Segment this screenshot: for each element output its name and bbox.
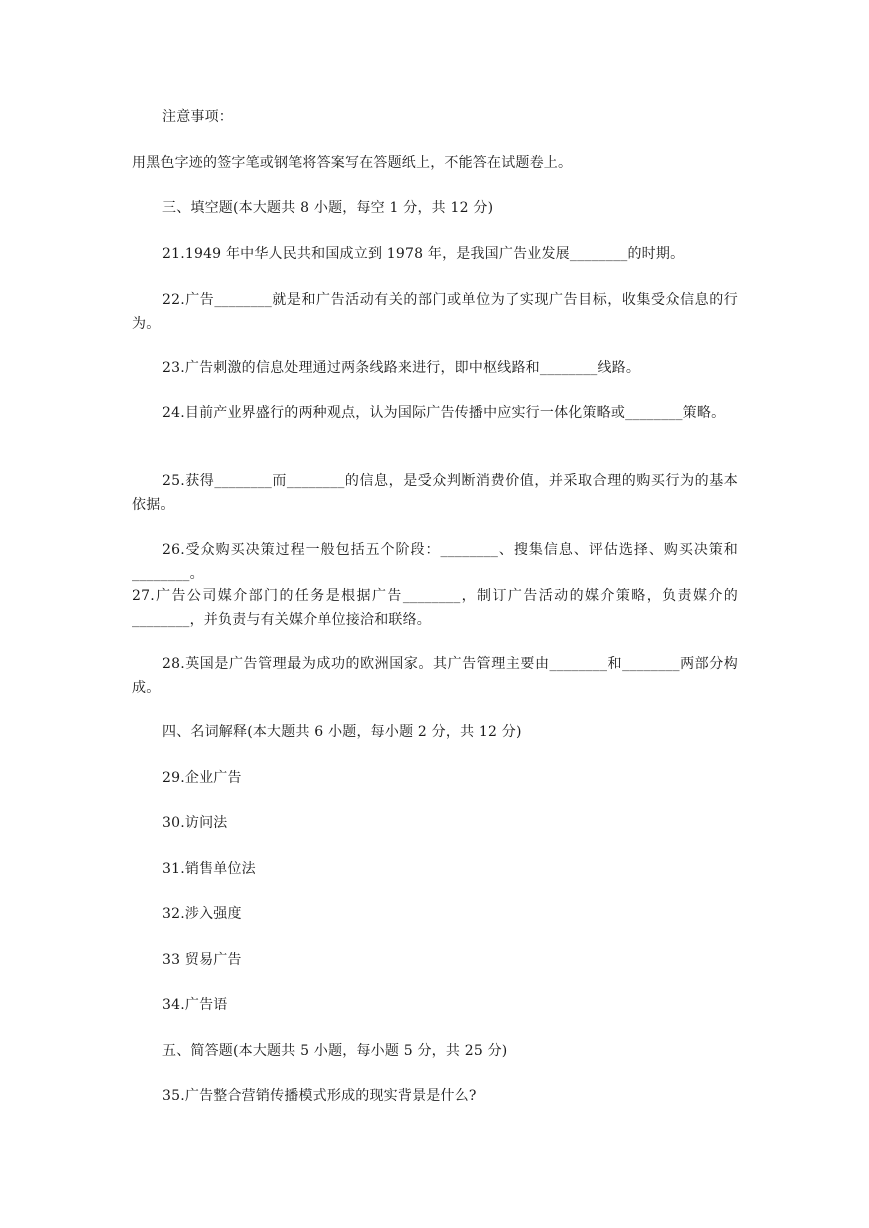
- question-29: 29.企业广告: [162, 770, 242, 786]
- question-23: 23.广告刺激的信息处理通过两条线路来进行，即中枢线路和________线路。: [162, 360, 641, 376]
- question-27: 27.广告公司媒介部门的任务是根据广告________，制订广告活动的媒介策略，负责媒介的________，并负责与有关媒介单位接洽和联络。: [132, 588, 738, 628]
- question-26: 26.受众购买决策过程一般包括五个阶段：________、搜集信息、评估选择、购买决策和________。: [132, 542, 738, 582]
- question-32: 32.涉入强度: [162, 906, 242, 922]
- question-24: 24.目前产业界盛行的两种观点，认为国际广告传播中应实行一体化策略或________策略。: [162, 405, 726, 421]
- notice-instruction: 用黑色字迹的签字笔或钢笔将答案写在答题纸上，不能答在试题卷上。: [132, 155, 573, 171]
- notice-heading: 注意事项：: [162, 109, 233, 125]
- question-31: 31.销售单位法: [162, 861, 256, 877]
- question-25: 25.获得________而________的信息，是受众判断消费价值，并采取合理的购买行为的基本依据。: [132, 473, 738, 513]
- question-33: 33 贸易广告: [162, 952, 242, 968]
- question-30: 30.访问法: [162, 815, 228, 831]
- question-21: 21.1949 年中华人民共和国成立到 1978 年，是我国广告业发展________的时期。: [162, 246, 685, 262]
- section-3-heading: 三、填空题(本大题共 8 小题，每空 1 分，共 12 分): [162, 200, 494, 216]
- section-5-heading: 五、简答题(本大题共 5 小题，每小题 5 分，共 25 分): [162, 1043, 508, 1059]
- question-35: 35.广告整合营销传播模式形成的现实背景是什么?: [162, 1088, 477, 1104]
- question-34: 34.广告语: [162, 997, 228, 1013]
- section-4-heading: 四、名词解释(本大题共 6 小题，每小题 2 分，共 12 分): [162, 724, 522, 740]
- question-28: 28.英国是广告管理最为成功的欧洲国家。其广告管理主要由________和________两部分构成。: [132, 656, 738, 696]
- question-22: 22.广告________就是和广告活动有关的部门或单位为了实现广告目标，收集受众信息的行为。: [132, 292, 738, 332]
